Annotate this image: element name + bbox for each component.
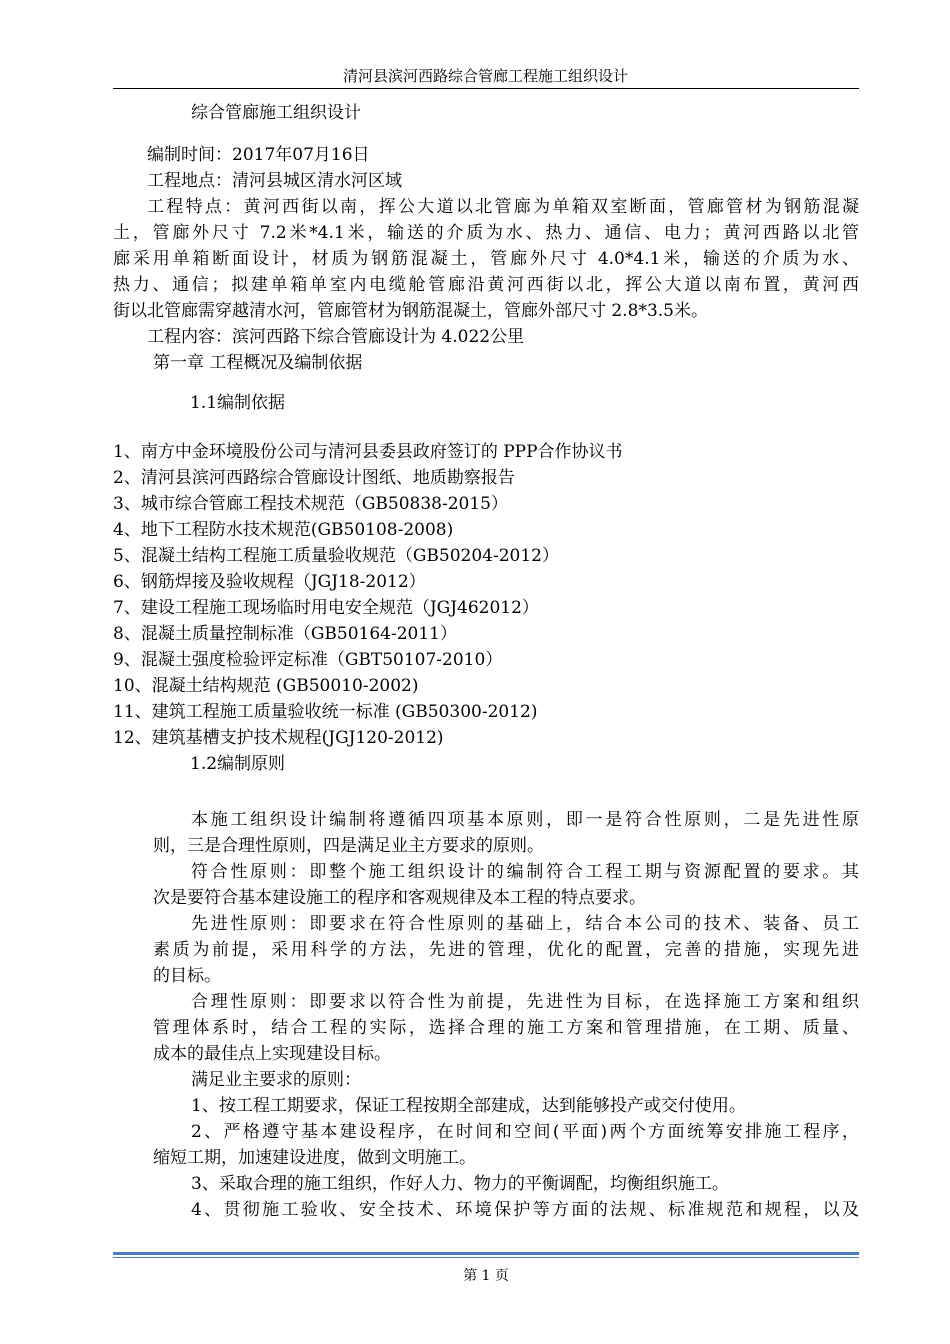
chapter-heading: 第一章 工程概况及编制依据 [153, 353, 363, 373]
reference-item: 7、建设工程施工现场临时用电安全规范（JGJ462012） [113, 598, 539, 618]
advanced-principle: 素质为前提，采用科学的方法，先进的管理，优化的配置，完善的措施，实现先进 [153, 940, 859, 960]
project-location: 工程地点：清河县城区清水河区域 [147, 171, 402, 191]
spacer [113, 777, 859, 807]
advanced-principle: 的目标。 [153, 966, 221, 986]
owner-principle-title: 满足业主要求的原则： [191, 1070, 361, 1090]
reference-item: 2、清河县滨河西路综合管廊设计图纸、地质勘察报告 [113, 468, 515, 488]
advanced-principle: 先进性原则：即要求在符合性原则的基础上，结合本公司的技术、装备、员工 [191, 914, 859, 934]
owner-principle-item: 4、贯彻施工验收、安全技术、环境保护等方面的法规、标准规范和规程，以及 [191, 1200, 859, 1220]
reference-item: 4、地下工程防水技术规范(GB50108-2008) [113, 520, 454, 540]
footer-rule-thin [113, 1257, 859, 1258]
header-rule [113, 88, 859, 89]
features-line: 廊采用单箱断面设计，材质为钢筋混凝土，管廊外尺寸 4.0*4.1米，输送的介质为水、 [113, 249, 859, 269]
conformity-principle: 次是要符合基本建设施工的程序和客观规律及本工程的特点要求。 [153, 888, 646, 908]
spacer [113, 376, 859, 390]
principles-intro: 本施工组织设计编制将遵循四项基本原则，即一是符合性原则，二是先进性原 [191, 810, 859, 830]
features-line: 土，管廊外尺寸 7.2米*4.1米，输送的介质为水、热力、通信、电力；黄河西路以北管 [113, 223, 859, 243]
section-heading-1-1: 1.1编制依据 [190, 393, 286, 413]
reference-item: 6、钢筋焊接及验收规程（JGJ18-2012） [113, 572, 426, 592]
rational-principle: 合理性原则：即要求以符合性为前提，先进性为目标，在选择施工方案和组织 [191, 992, 859, 1012]
reference-item: 8、混凝土质量控制标准（GB50164-2011） [113, 624, 457, 644]
running-header-title: 清河县滨河西路综合管廊工程施工组织设计 [342, 67, 628, 85]
owner-principle-item: 缩短工期，加速建设进度，做到文明施工。 [153, 1148, 476, 1168]
reference-item: 5、混凝土结构工程施工质量验收规范（GB50204-2012） [113, 546, 559, 566]
owner-principle-item: 1、按工程工期要求，保证工程按期全部建成，达到能够投产或交付使用。 [191, 1096, 746, 1116]
document-body [113, 100, 859, 1223]
reference-item: 9、混凝土强度检验评定标准（GBT50107-2010） [113, 650, 503, 670]
owner-principle-item: 2、严格遵守基本建设程序，在时间和空间(平面)两个方面统筹安排施工程序， [191, 1122, 859, 1142]
rational-principle: 管理体系时，结合工程的实际，选择合理的施工方案和管理措施，在工期、质量、 [153, 1018, 859, 1038]
owner-principle-item: 3、采取合理的施工组织，作好人力、物力的平衡调配，均衡组织施工。 [191, 1174, 729, 1194]
document-title: 综合管廊施工组织设计 [191, 103, 361, 123]
spacer [113, 126, 859, 142]
reference-item: 11、建筑工程施工质量验收统一标准 (GB50300-2012) [113, 702, 538, 722]
features-line: 工程特点：黄河西街以南，挥公大道以北管廊为单箱双室断面，管廊管材为钢筋混凝 [147, 197, 859, 217]
conformity-principle: 符合性原则：即整个施工组织设计的编制符合工程工期与资源配置的要求。其 [191, 862, 859, 882]
reference-item: 3、城市综合管廊工程技术规范（GB50838-2015） [113, 494, 508, 514]
section-heading-1-2: 1.2编制原则 [190, 754, 286, 774]
spacer [113, 416, 859, 439]
reference-item: 10、混凝土结构规范 (GB50010-2002) [113, 676, 419, 696]
project-content: 工程内容：滨河西路下综合管廊设计为 4.022公里 [147, 327, 525, 347]
rational-principle: 成本的最佳点上实现建设目标。 [153, 1044, 391, 1064]
features-line: 街以北管廊需穿越清水河，管廊管材为钢筋混凝土，管廊外部尺寸 2.8*3.5米。 [113, 301, 708, 321]
reference-item: 12、建筑基槽支护技术规程(JGJ120-2012) [113, 728, 444, 748]
compile-date: 编制时间：2017年07月16日 [147, 145, 370, 165]
page-number: 第 1 页 [463, 1268, 509, 1284]
features-line: 热力、通信；拟建单箱单室内电缆舱管廊沿黄河西街以北，挥公大道以南布置，黄河西 [113, 275, 859, 295]
principles-intro: 则，三是合理性原则，四是满足业主方要求的原则。 [153, 836, 544, 856]
footer-rule-thick [113, 1252, 859, 1255]
reference-item: 1、南方中金环境股份公司与清河县委县政府签订的 PPP合作协议书 [113, 442, 623, 462]
